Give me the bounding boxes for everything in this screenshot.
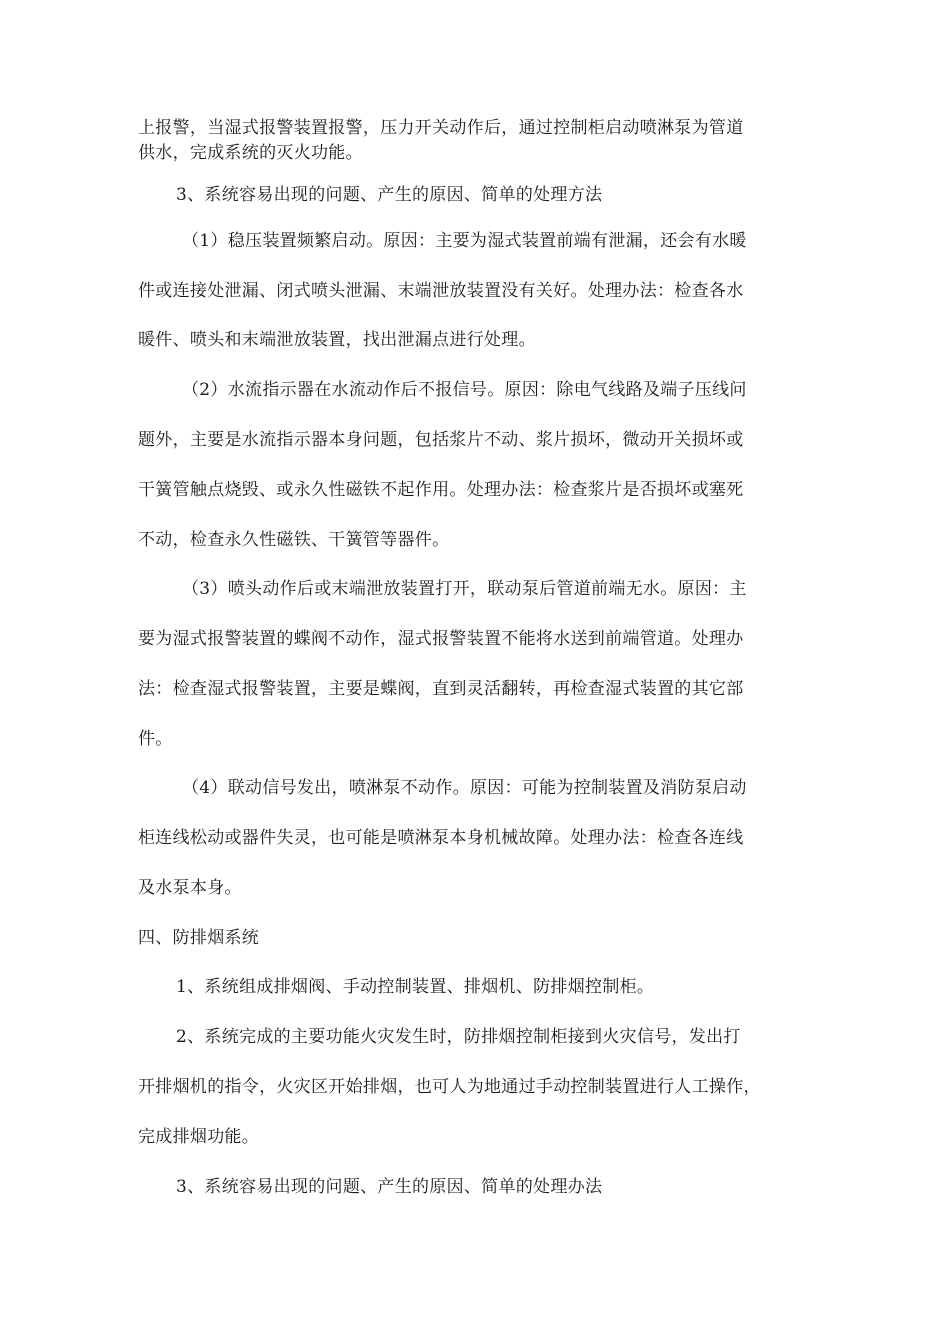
text-line: （3）喷头动作后或末端泄放装置打开，联动泵后管道前端无水。原因：主 [182,579,747,599]
text-line: 1、系统组成排烟阀、手动控制装置、排烟机、防排烟控制柜。 [176,977,655,997]
text-line: 题外，主要是水流指示器本身问题，包括浆片不动、浆片损坏，微动开关损坏或 [138,430,744,450]
text-line: 开排烟机的指令，火灾区开始排烟，也可人为地通过手动控制装置进行人工操作， [138,1077,761,1097]
text-line: 暖件、喷头和末端泄放装置，找出泄漏点进行处理。 [138,330,536,350]
text-line: 柜连线松动或器件失灵，也可能是喷淋泵本身机械故障。处理办法：检查各连线 [138,828,744,848]
text-line: 要为湿式报警装置的蝶阀不动作，湿式报警装置不能将水送到前端管道。处理办 [138,629,744,649]
text-line: 上报警，当湿式报警装置报警，压力开关动作后，通过控制柜启动喷淋泵为管道 [138,118,744,138]
text-line: 干簧管触点烧毁、或永久性磁铁不起作用。处理办法：检查浆片是否损坏或塞死 [138,480,744,500]
section-heading: 3、系统容易出现的问题、产生的原因、简单的处理办法 [176,1177,603,1197]
section-heading: 3、系统容易出现的问题、产生的原因、简单的处理方法 [176,185,603,205]
text-line: 2、系统完成的主要功能火灾发生时，防排烟控制柜接到火灾信号，发出打 [176,1027,741,1047]
section-heading: 四、防排烟系统 [138,928,260,948]
text-line: 及水泵本身。 [138,878,242,898]
text-line: 不动，检查永久性磁铁、干簧管等器件。 [138,530,450,550]
text-line: （2）水流指示器在水流动作后不报信号。原因：除电气线路及端子压线问 [182,380,747,400]
text-line: 法：检查湿式报警装置，主要是蝶阀，直到灵活翻转，再检查湿式装置的其它部 [138,679,744,699]
text-line: （4）联动信号发出，喷淋泵不动作。原因：可能为控制装置及消防泵启动 [182,778,747,798]
text-line: 件。 [138,729,173,749]
text-line: 件或连接处泄漏、闭式喷头泄漏、末端泄放装置没有关好。处理办法：检查各水 [138,281,744,301]
text-line: （1）稳压装置频繁启动。原因：主要为湿式装置前端有泄漏，还会有水暖 [182,231,747,251]
text-line: 完成排烟功能。 [138,1127,260,1147]
text-line: 供水，完成系统的灭火功能。 [138,143,363,163]
